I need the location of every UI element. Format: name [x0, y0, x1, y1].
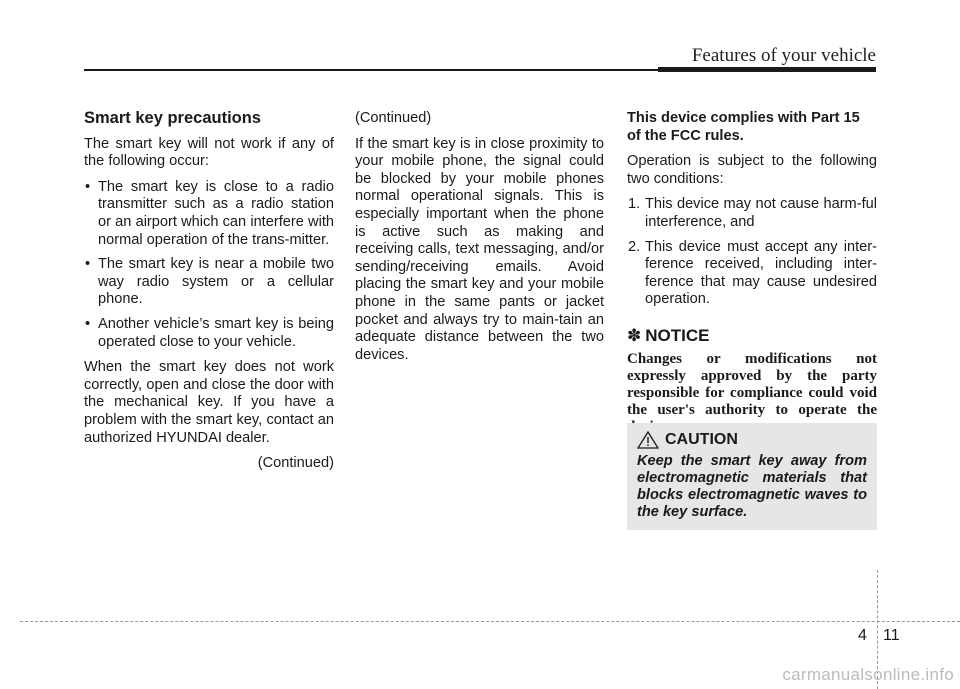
notice-title: NOTICE — [645, 325, 710, 345]
list-number: 1. — [628, 196, 641, 213]
list-item-text: The smart key is near a mobile two way radio system or a cellular phone. — [98, 256, 334, 308]
continued-label: (Continued) — [355, 110, 432, 126]
header-title: Features of your vehicle — [691, 45, 876, 66]
intro-paragraph: The smart key will not work if any of the following occur: — [84, 135, 334, 170]
caution-text: Keep the smart key away from electromagnetic materials that blocks electromagnetic waves to the key surface. — [637, 453, 867, 520]
column-continued — [355, 110, 604, 372]
list-item — [84, 256, 334, 309]
conditions-list — [627, 196, 877, 309]
caution-heading — [637, 431, 867, 449]
column-smart-key-precautions — [84, 110, 334, 481]
body-paragraph: If the smart key is in close proximity to your mobile phone, the signal could be blocked by your mobile phones normal operational signals. This is especially important when the phone is active such as making and receiving calls, text messaging, and/or sending/receiving emails. Avoid placing the smart key and your mobile phone in the same pants or jacket pocket and always try to main-tain an adequate distance between the two devices. — [355, 135, 604, 363]
notice-heading — [627, 327, 877, 345]
list-item — [84, 316, 334, 351]
list-item-text: This device must accept any inter-ference received, including inter-ference that may cause undesired operation. — [645, 238, 877, 308]
notice-body: Changes or modifications not expressly approved by the party responsible for compliance could void the user's authority to operate the — [627, 350, 877, 418]
section-number: 4 — [858, 627, 867, 644]
continued-label: (Continued) — [257, 455, 334, 472]
footer-rule — [20, 621, 960, 622]
watermark: carmanualsonline.info — [782, 665, 954, 684]
caution-title: CAUTION — [665, 431, 738, 448]
list-item-text: Another vehicle’s smart key is being operated close to your vehicle. — [98, 315, 334, 350]
column-fcc — [627, 110, 877, 436]
bullet-marker: • — [85, 256, 91, 273]
section-heading: Smart key precautions — [84, 109, 261, 127]
bullet-marker: • — [85, 315, 91, 332]
notice-star-icon: ✽ — [627, 325, 642, 345]
list-item-text: This device may not cause harm-ful interference, and — [645, 196, 877, 230]
intro-paragraph: Operation is subject to the following two conditions: — [627, 153, 877, 187]
caution-box — [627, 423, 877, 530]
precautions-list — [84, 179, 334, 351]
list-number: 2. — [628, 238, 641, 255]
list-item — [627, 196, 877, 231]
fcc-heading: This device complies with Part 15 of the FCC rules. — [627, 110, 860, 144]
list-item — [84, 179, 334, 249]
bullet-marker: • — [85, 178, 91, 195]
list-item — [627, 239, 877, 309]
header-rule-accent — [658, 67, 876, 72]
page-number: 11 — [883, 627, 900, 644]
warning-triangle-icon — [637, 431, 659, 449]
list-item-text: The smart key is close to a radio transmitter such as a radio station or an airport which can interfere with normal operation of the trans-mitter. — [98, 178, 334, 248]
body-paragraph: When the smart key does not work correctly, open and close the door with the mechanical key. If you have a problem with the smart key, contact an authorized HYUNDAI dealer. — [84, 359, 334, 446]
